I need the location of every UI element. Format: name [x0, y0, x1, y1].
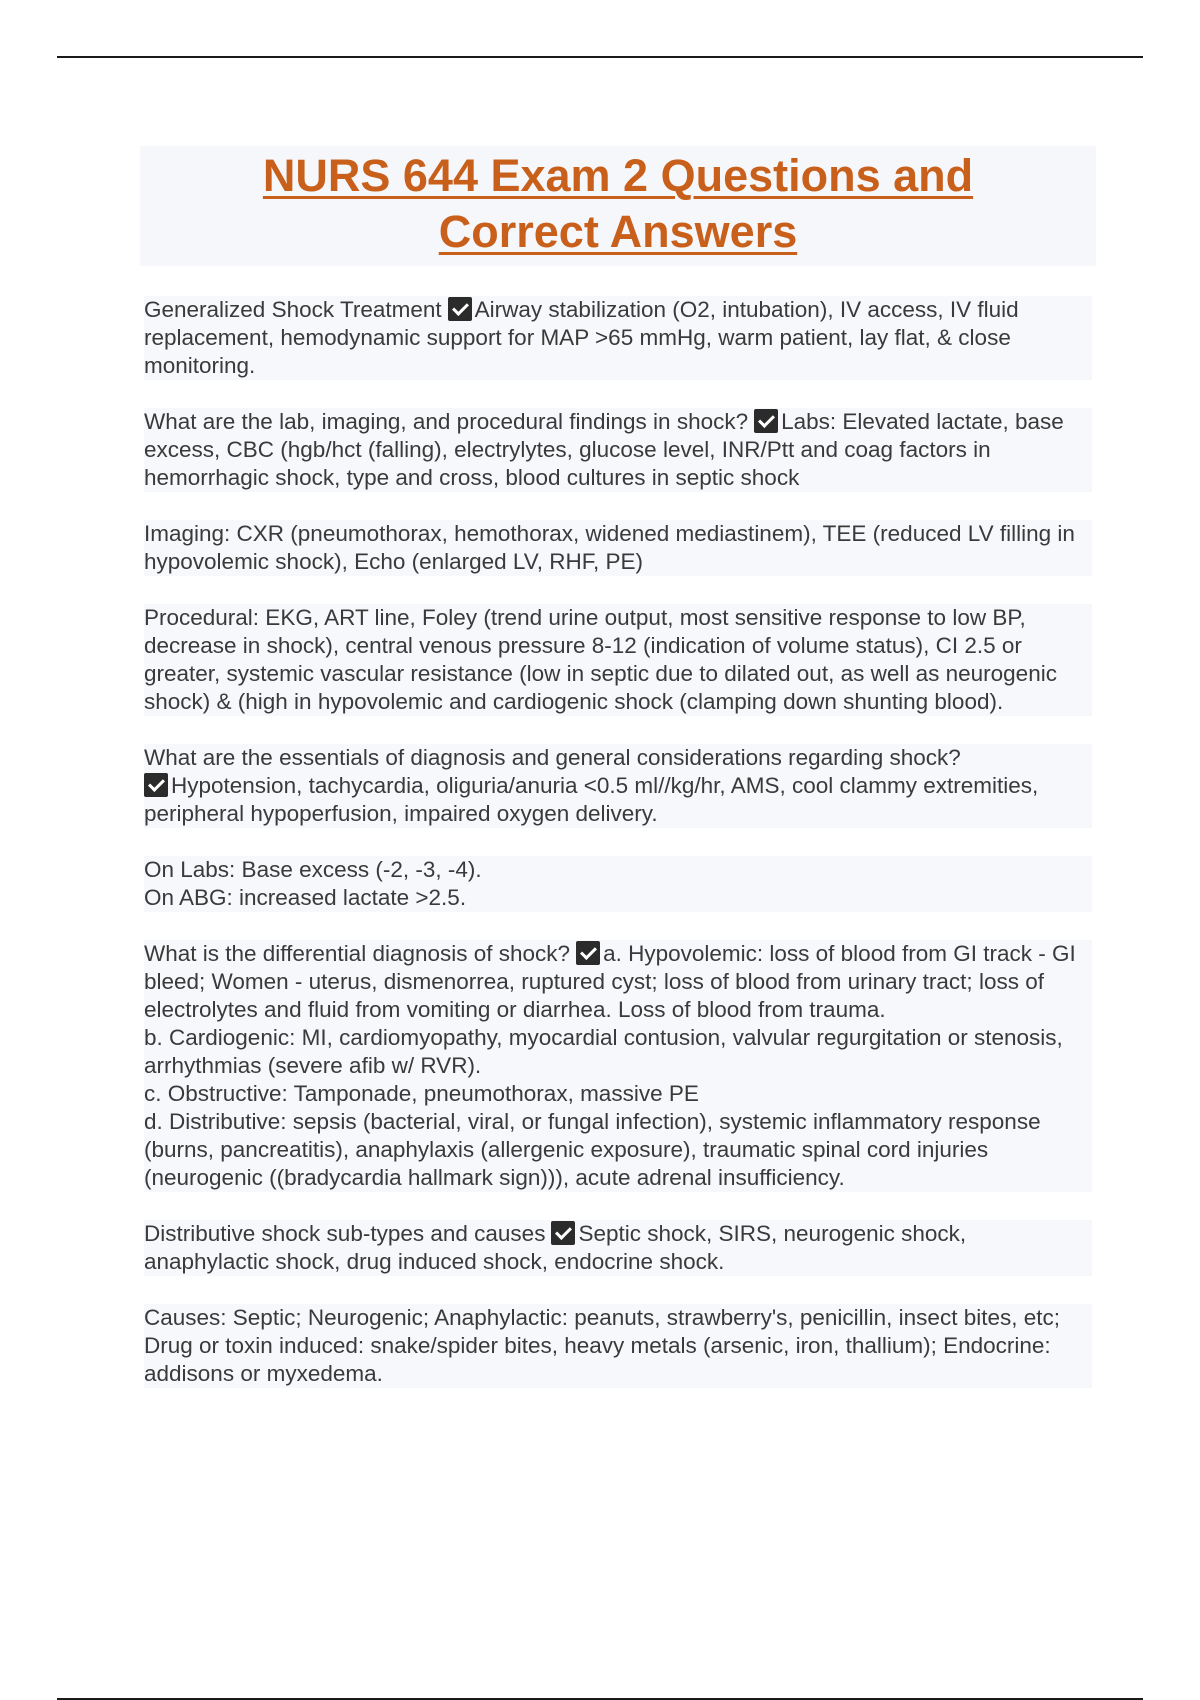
question-text: Distributive shock sub-types and causes [144, 1221, 546, 1246]
document-title [140, 148, 1096, 260]
qa-essentials-of-diagnosis [144, 744, 1092, 828]
checkmark-icon [144, 773, 168, 797]
qa-generalized-shock-treatment [144, 296, 1092, 380]
question-text: What are the essentials of diagnosis and general considerations regarding shock? [144, 745, 961, 770]
qa-distributive-subtypes [144, 1220, 1092, 1276]
question-text: What are the lab, imaging, and procedural findings in shock? [144, 409, 749, 434]
question-text: Generalized Shock Treatment [144, 297, 442, 322]
qa-differential-diagnosis [144, 940, 1092, 1192]
answer-line-obstructive: c. Obstructive: Tamponade, pneumothorax, massive PE [144, 1081, 699, 1106]
document-body [144, 146, 1092, 1388]
top-rule [57, 56, 1143, 58]
checkmark-icon [448, 297, 472, 321]
question-text: What is the differential diagnosis of shock? [144, 941, 571, 966]
answer-line-labs: On Labs: Base excess (-2, -3, -4). [144, 857, 482, 882]
answer-text: a. Hypovolemic: loss of blood from GI track - GI bleed; Women - uterus, dismenorrea, ruptured cyst; loss of blood from urinary tract; loss of electrolytes and fluid from vomiting or diarrhea. Loss of blood from trauma. [144, 941, 1076, 1022]
qa-lab-imaging-procedural-findings [144, 408, 1092, 492]
answer-imaging-paragraph: Imaging: CXR (pneumothorax, hemothorax, widened mediastinem), TEE (reduced LV filling in hypovolemic shock), Echo (enlarged LV, RHF, PE) [144, 520, 1092, 576]
answer-text: Septic shock, SIRS, neurogenic shock, anaphylactic shock, drug induced shock, endocrine shock. [144, 1221, 967, 1274]
answer-text: Airway stabilization (O2, intubation), IV access, IV fluid replacement, hemodynamic support for MAP >65 mmHg, warm patient, lay flat, & close monitoring. [144, 297, 1019, 378]
answer-procedural-paragraph: Procedural: EKG, ART line, Foley (trend urine output, most sensitive response to low BP, decrease in shock), central venous pressure 8-12 (indication of volume status), CI 2.5 or greater, systemic vascular resistance (low in septic due to dilated out, as well as neurogenic shock) & (high in hypovolemic and cardiogenic shock (clamping down shunting blood). [144, 604, 1092, 716]
answer-line-cardiogenic: b. Cardiogenic: MI, cardiomyopathy, myocardial contusion, valvular regurgitation or stenosis, arrhythmias (severe afib w/ RVR). [144, 1025, 1063, 1078]
title-line-1: NURS 644 Exam 2 Questions and [262, 150, 974, 201]
checkmark-icon [551, 1221, 575, 1245]
answer-causes-paragraph: Causes: Septic; Neurogenic; Anaphylactic: peanuts, strawberry's, penicillin, insect bites, etc; Drug or toxin induced: snake/spider bites, heavy metals (arsenic, iron, thallium); Endocrine: addisons or myxedema. [144, 1304, 1092, 1388]
answer-text: Labs: Elevated lactate, base excess, CBC (hgb/hct (falling), electrylytes, glucose level, INR/Ptt and coag factors in hemorrhagic shock, type and cross, blood cultures in septic shock [144, 409, 1064, 490]
answer-text: Hypotension, tachycardia, oliguria/anuria <0.5 ml//kg/hr, AMS, cool clammy extremities, peripheral hypoperfusion, impaired oxygen delivery. [144, 773, 1039, 826]
checkmark-icon [576, 941, 600, 965]
answer-labs-abg-paragraph [144, 856, 1092, 912]
title-line-2: Correct Answers [438, 206, 798, 257]
answer-line-abg: On ABG: increased lactate >2.5. [144, 885, 467, 910]
answer-line-distributive: d. Distributive: sepsis (bacterial, viral, or fungal infection), systemic inflammatory response (burns, pancreatitis), anaphylaxis (allergenic exposure), traumatic spinal cord injuries (neurogenic ((bradycardia hallmark sign))), acute adrenal insufficiency. [144, 1109, 1041, 1190]
checkmark-icon [754, 409, 778, 433]
title-box [140, 146, 1096, 266]
